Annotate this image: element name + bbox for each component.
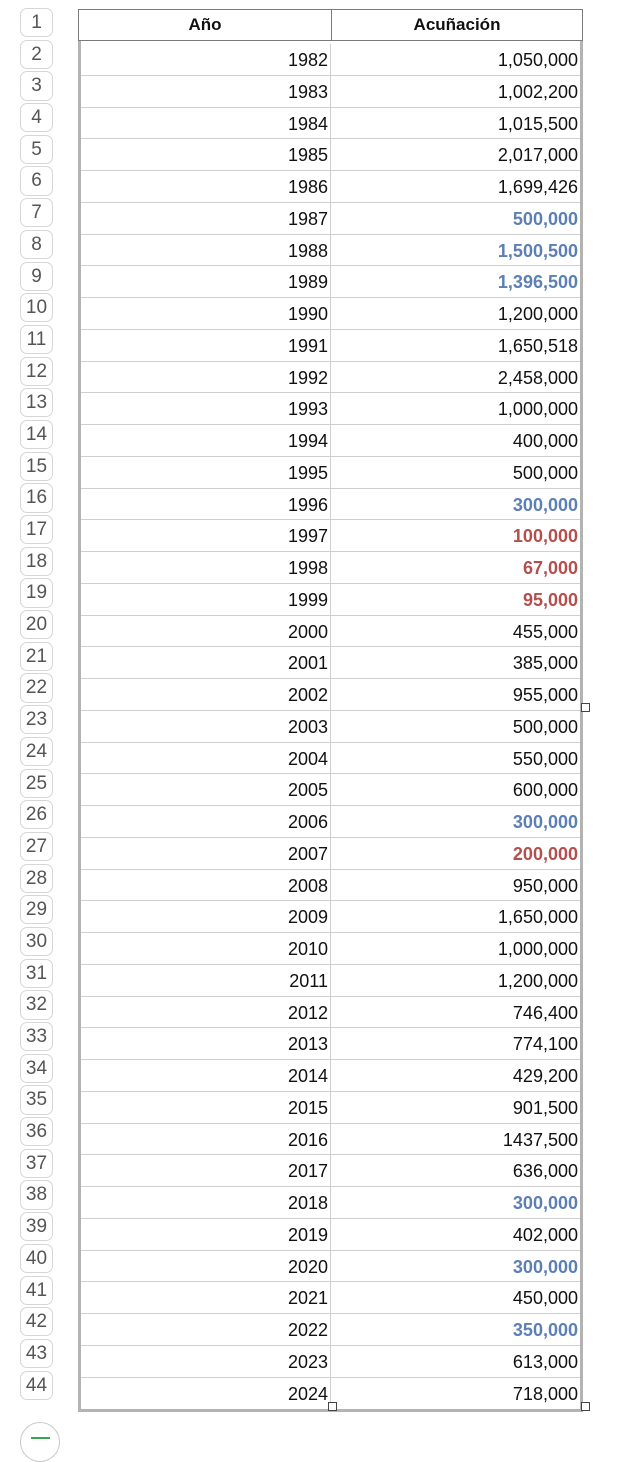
- row-number[interactable]: 25: [20, 769, 53, 798]
- table-row: [81, 870, 580, 902]
- cell-year[interactable]: 2021: [81, 1282, 331, 1313]
- row-number[interactable]: 31: [20, 959, 53, 988]
- add-button[interactable]: [20, 1422, 60, 1462]
- table-row: [81, 1028, 580, 1060]
- cell-year[interactable]: 1990: [81, 298, 331, 329]
- table-row: [81, 76, 580, 108]
- table-row: [81, 1219, 580, 1251]
- table-body: [78, 41, 583, 1412]
- row-number[interactable]: 6: [20, 166, 53, 195]
- table-row: [81, 1346, 580, 1378]
- cell-year[interactable]: 1989: [81, 266, 331, 297]
- cell-year[interactable]: 1993: [81, 393, 331, 424]
- table-row: [81, 997, 580, 1029]
- cell-year[interactable]: 2005: [81, 774, 331, 805]
- table-row: [81, 679, 580, 711]
- cell-amount[interactable]: 1,500,500: [497, 240, 578, 261]
- row-number[interactable]: 16: [20, 483, 53, 512]
- cell-amount[interactable]: 1,396,500: [497, 272, 578, 293]
- row-number[interactable]: 44: [20, 1371, 53, 1400]
- row-number[interactable]: 32: [20, 990, 53, 1019]
- cell-amount[interactable]: 1,699,426: [497, 177, 578, 197]
- cell-year[interactable]: 1991: [81, 330, 331, 361]
- cell-amount[interactable]: 500,000: [512, 462, 578, 483]
- table-row: [81, 1251, 580, 1283]
- cell-amount[interactable]: 1,002,200: [497, 81, 578, 102]
- cell-year[interactable]: 2013: [81, 1028, 331, 1059]
- cell-year[interactable]: 2004: [81, 743, 331, 774]
- table-row: [81, 266, 580, 298]
- cell-year[interactable]: 2023: [81, 1346, 331, 1377]
- row-number[interactable]: 30: [20, 927, 53, 956]
- cell-amount[interactable]: 95,000: [522, 589, 578, 610]
- row-number[interactable]: 39: [20, 1212, 53, 1241]
- cell-amount[interactable]: 2,017,000: [497, 145, 578, 166]
- row-number[interactable]: 28: [20, 864, 53, 893]
- row-number[interactable]: 2: [20, 40, 53, 69]
- table-row: [81, 647, 580, 679]
- cell-year[interactable]: 1986: [81, 171, 331, 202]
- cell-amount[interactable]: 300,000: [512, 812, 578, 832]
- cell-year[interactable]: 1987: [81, 203, 331, 234]
- cell-amount[interactable]: 600,000: [512, 780, 578, 801]
- cell-amount[interactable]: 500,000: [512, 208, 578, 229]
- cell-year[interactable]: 2020: [81, 1251, 331, 1282]
- row-number[interactable]: 24: [20, 737, 53, 766]
- table-row: [81, 1155, 580, 1187]
- cell-amount[interactable]: 1,650,000: [497, 907, 578, 928]
- cell-year[interactable]: 1982: [81, 44, 331, 75]
- table-row: [81, 1060, 580, 1092]
- table-row: [81, 457, 580, 489]
- cell-year[interactable]: 2018: [81, 1187, 331, 1218]
- table-row: [81, 933, 580, 965]
- cell-amount[interactable]: 718,000: [512, 1383, 578, 1404]
- cell-year[interactable]: 2009: [81, 901, 331, 932]
- cell-year[interactable]: 1994: [81, 425, 331, 456]
- cell-year[interactable]: 2001: [81, 647, 331, 678]
- header-row: [78, 9, 583, 41]
- table-row: [81, 489, 580, 521]
- table-row: [81, 743, 580, 775]
- cell-amount[interactable]: 385,000: [512, 653, 578, 674]
- cell-year[interactable]: 1995: [81, 457, 331, 488]
- row-number[interactable]: 22: [20, 673, 53, 702]
- selection-handle-bottom-right[interactable]: [581, 1402, 590, 1411]
- table-row: [81, 1124, 580, 1156]
- cell-year[interactable]: 1996: [81, 489, 331, 520]
- row-number[interactable]: 4: [20, 103, 53, 132]
- row-number[interactable]: 18: [20, 547, 53, 576]
- cell-amount[interactable]: 613,000: [512, 1351, 578, 1372]
- table-row: [81, 806, 580, 838]
- table-row: [81, 1282, 580, 1314]
- cell-year[interactable]: 2014: [81, 1060, 331, 1091]
- table-row: [81, 362, 580, 394]
- row-number[interactable]: 21: [20, 642, 53, 671]
- row-number[interactable]: 13: [20, 388, 53, 417]
- cell-amount[interactable]: 450,000: [512, 1288, 578, 1309]
- row-number[interactable]: 5: [20, 135, 53, 164]
- cell-amount[interactable]: 402,000: [512, 1224, 578, 1245]
- row-number[interactable]: 19: [20, 578, 53, 607]
- cell-amount[interactable]: 200,000: [512, 843, 578, 864]
- table-row: [81, 393, 580, 425]
- cell-amount[interactable]: 955,000: [512, 685, 578, 705]
- row-number[interactable]: 8: [20, 230, 53, 259]
- table-row: [81, 330, 580, 362]
- cell-year[interactable]: 2011: [81, 965, 331, 996]
- cell-year[interactable]: 2012: [81, 997, 331, 1028]
- row-number[interactable]: 1: [20, 8, 53, 37]
- table-row: [81, 298, 580, 330]
- row-number[interactable]: 37: [20, 1149, 53, 1178]
- cell-year[interactable]: 1998: [81, 552, 331, 583]
- cell-amount[interactable]: 950,000: [512, 875, 578, 896]
- cell-amount[interactable]: 400,000: [512, 431, 578, 451]
- cell-year[interactable]: 1992: [81, 362, 331, 393]
- cell-year[interactable]: 2015: [81, 1092, 331, 1123]
- cell-amount[interactable]: 1,200,000: [497, 970, 578, 991]
- cell-year[interactable]: 2019: [81, 1219, 331, 1250]
- table-row: [81, 1092, 580, 1124]
- table-row: [81, 1187, 580, 1219]
- cell-amount[interactable]: 774,100: [512, 1034, 578, 1055]
- row-headers: [20, 8, 53, 1402]
- cell-year[interactable]: 2016: [81, 1124, 331, 1155]
- cell-amount[interactable]: 1,000,000: [497, 939, 578, 959]
- selection-handle-bottom-left[interactable]: [328, 1402, 337, 1411]
- table-row: [81, 552, 580, 584]
- row-number[interactable]: 26: [20, 800, 53, 829]
- row-number[interactable]: 40: [20, 1244, 53, 1273]
- cell-amount[interactable]: 300,000: [512, 1193, 578, 1213]
- cell-year[interactable]: 2024: [81, 1378, 331, 1410]
- table-row: [81, 520, 580, 552]
- table-row: [81, 425, 580, 457]
- row-number[interactable]: 34: [20, 1054, 53, 1083]
- table-row: [81, 235, 580, 267]
- cell-amount[interactable]: 429,200: [512, 1066, 578, 1086]
- cell-year[interactable]: 2006: [81, 806, 331, 837]
- cell-amount[interactable]: 636,000: [512, 1161, 578, 1182]
- row-number[interactable]: 17: [20, 515, 53, 544]
- table-row: [81, 584, 580, 616]
- row-number[interactable]: 9: [20, 262, 53, 291]
- cell-year[interactable]: 2000: [81, 616, 331, 647]
- cell-amount[interactable]: 500,000: [512, 716, 578, 737]
- cell-year[interactable]: 2017: [81, 1155, 331, 1186]
- header-amount[interactable]: Acuñación: [413, 15, 501, 34]
- row-number[interactable]: 3: [20, 71, 53, 100]
- cell-year[interactable]: 2002: [81, 679, 331, 710]
- table-row: [81, 139, 580, 171]
- cell-year[interactable]: 2008: [81, 870, 331, 901]
- row-number[interactable]: 29: [20, 895, 53, 924]
- cell-amount[interactable]: 1,015,500: [497, 113, 578, 134]
- cell-amount[interactable]: 300,000: [512, 494, 578, 515]
- plus-icon: [31, 1437, 50, 1439]
- cell-year[interactable]: 1997: [81, 520, 331, 551]
- cell-year[interactable]: 2022: [81, 1314, 331, 1345]
- row-number[interactable]: 20: [20, 610, 53, 639]
- row-number[interactable]: 12: [20, 357, 53, 386]
- table-row: [81, 203, 580, 235]
- row-number[interactable]: 33: [20, 1022, 53, 1051]
- cell-amount[interactable]: 1,200,000: [497, 304, 578, 324]
- cell-year[interactable]: 1984: [81, 108, 331, 139]
- cell-amount[interactable]: 550,000: [512, 748, 578, 769]
- row-number[interactable]: 27: [20, 832, 53, 861]
- table-row: [81, 616, 580, 648]
- spreadsheet-table: [78, 9, 583, 1412]
- table-row: [81, 711, 580, 743]
- cell-amount[interactable]: 1,050,000: [497, 50, 578, 70]
- cell-year[interactable]: 2010: [81, 933, 331, 964]
- cell-year[interactable]: 2007: [81, 838, 331, 869]
- cell-amount[interactable]: 2,458,000: [497, 367, 578, 388]
- table-row: [81, 774, 580, 806]
- cell-amount[interactable]: 1437,500: [502, 1129, 578, 1150]
- cell-year[interactable]: 2003: [81, 711, 331, 742]
- table-row: [81, 838, 580, 870]
- selection-handle-top-right[interactable]: [581, 703, 590, 712]
- row-number[interactable]: 11: [20, 325, 53, 354]
- cell-amount[interactable]: 746,400: [512, 1002, 578, 1023]
- row-number[interactable]: 42: [20, 1307, 53, 1336]
- cell-amount[interactable]: 455,000: [512, 621, 578, 642]
- header-year[interactable]: Año: [79, 10, 332, 40]
- row-number[interactable]: 7: [20, 198, 53, 227]
- cell-year[interactable]: 1985: [81, 139, 331, 170]
- table-row: [81, 965, 580, 997]
- cell-amount[interactable]: 100,000: [512, 526, 578, 547]
- cell-amount[interactable]: 1,000,000: [497, 399, 578, 420]
- row-number[interactable]: 35: [20, 1085, 53, 1114]
- row-number[interactable]: 10: [20, 293, 53, 322]
- table-row: [81, 44, 580, 76]
- row-number[interactable]: 15: [20, 452, 53, 481]
- row-number[interactable]: 38: [20, 1180, 53, 1209]
- row-number[interactable]: 43: [20, 1339, 53, 1368]
- row-number[interactable]: 36: [20, 1117, 53, 1146]
- table-row: [81, 171, 580, 203]
- table-row: [81, 108, 580, 140]
- row-number[interactable]: 23: [20, 705, 53, 734]
- row-number[interactable]: 41: [20, 1276, 53, 1305]
- cell-amount[interactable]: 901,500: [512, 1097, 578, 1118]
- cell-year[interactable]: 1983: [81, 76, 331, 107]
- cell-year[interactable]: 1988: [81, 235, 331, 266]
- table-row: [81, 1314, 580, 1346]
- cell-amount[interactable]: 300,000: [512, 1256, 578, 1277]
- cell-year[interactable]: 1999: [81, 584, 331, 615]
- table-row: [81, 901, 580, 933]
- row-number[interactable]: 14: [20, 420, 53, 449]
- cell-amount[interactable]: 67,000: [522, 558, 578, 578]
- cell-amount[interactable]: 350,000: [512, 1320, 578, 1340]
- cell-amount[interactable]: 1,650,518: [497, 335, 578, 356]
